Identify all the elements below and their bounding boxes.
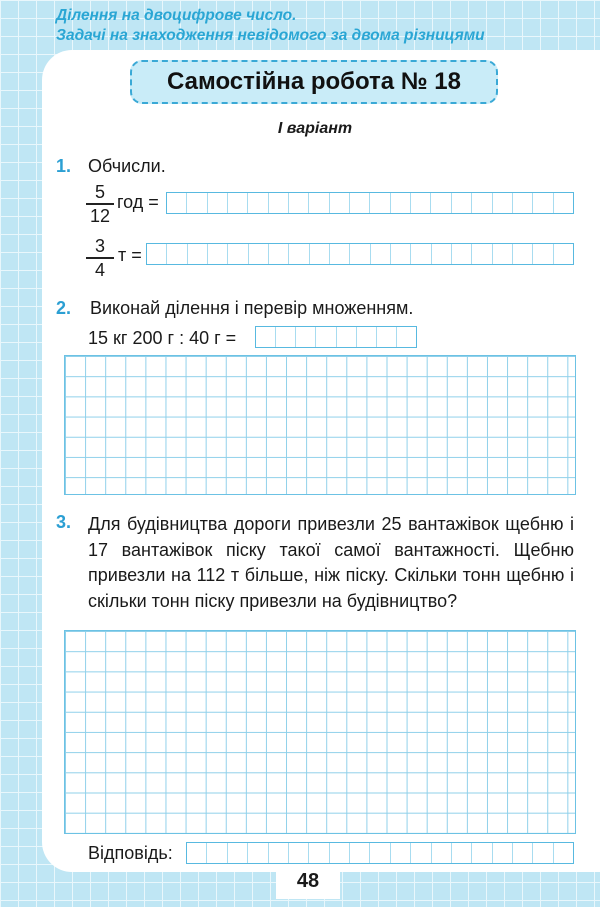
page-title: Самостійна робота № 18 [130,60,498,104]
answer-cells-task2[interactable] [255,326,417,348]
page-number: 48 [276,867,340,899]
task2-number: 2. [56,298,72,318]
topic-line-2: Задачі на знаходження невідомого за двома різницями [56,27,485,44]
fraction-bar [86,203,114,205]
task1-number: 1. [56,156,72,176]
grid-workspace-task3[interactable] [64,630,576,834]
task3-number: 3. [56,512,72,532]
fraction-denominator: 12 [89,205,111,226]
task1-item2-unit: т = [118,245,142,265]
answer-label: Відповідь: [88,843,173,863]
variant-label: І варіант [277,120,353,137]
task3-text: Для будівництва дороги привезли 25 вантажівок щебню і 17 вантажівок піску такої самої вантажності. Щебню привезли на 112 т більше, ніж піску. Скільки тонн щебню і скільки тонн піску привезли на будівництво? [88,514,574,611]
grid-workspace-task2[interactable] [64,355,576,495]
fraction-3-4 [84,236,116,280]
topic-line-1: Ділення на двоцифрове число. [56,7,297,24]
fraction-5-12 [84,182,116,226]
fraction-numerator: 3 [94,236,105,256]
fraction-numerator: 5 [94,182,105,202]
fraction-denominator: 4 [94,259,105,280]
answer-cells-item2[interactable] [146,243,574,265]
topic-header [56,6,576,46]
fraction-bar [86,257,114,259]
task1-instruction: Обчисли. [88,156,166,176]
answer-cells-task3[interactable] [186,842,574,864]
answer-cells-item1[interactable] [166,192,574,214]
task2-instruction: Виконай ділення і перевір множенням. [90,298,414,318]
task2-expression: 15 кг 200 г : 40 г = [88,328,237,348]
task1-item1-unit: год = [117,192,159,212]
